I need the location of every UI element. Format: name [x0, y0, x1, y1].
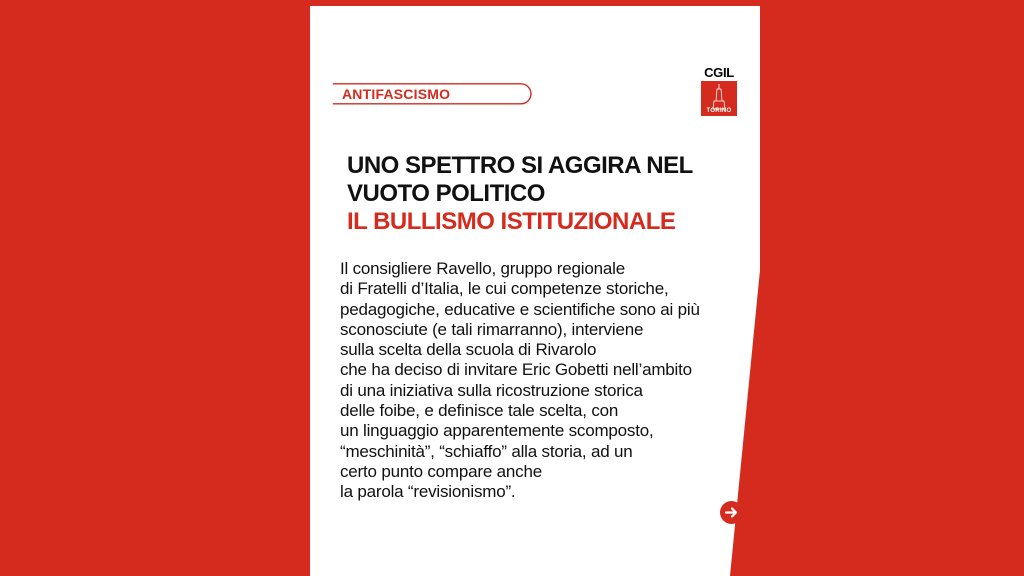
headline-line-1: UNO SPETTRO SI AGGIRA NEL	[347, 152, 693, 179]
body-line: “meschinità”, “schiaffo” alla storia, ad un	[340, 441, 633, 461]
logo-city-text: TORINO	[706, 108, 732, 114]
article-body	[340, 259, 730, 503]
body-line: sulla scelta della scuola di Rivarolo	[340, 340, 597, 360]
body-line: un linguaggio apparentemente scomposto,	[340, 421, 654, 441]
body-line: delle foibe, e definisce tale scelta, con	[340, 401, 619, 421]
headline-line-2: VUOTO POLITICO	[347, 180, 545, 207]
body-line: di Fratelli d’Italia, le cui competenze storiche,	[340, 279, 669, 299]
body-line: la parola “revisionismo”.	[340, 482, 516, 502]
headline-subtitle: IL BULLISMO ISTITUZIONALE	[347, 208, 676, 235]
section-tag	[332, 83, 533, 105]
body-line: di una iniziativa sulla ricostruzione storica	[340, 380, 643, 400]
body-line: pedagogiche, educative e scientifiche sono ai più	[340, 299, 700, 319]
body-line: certo punto compare anche	[340, 461, 542, 481]
arrow-right-icon	[720, 501, 743, 524]
logo-top-text: CGIL	[704, 65, 734, 80]
headline	[347, 152, 727, 236]
body-line: che ha deciso di invitare Eric Gobetti nell’ambito	[340, 360, 692, 380]
body-line: Il consigliere Ravello, gruppo regionale	[340, 259, 625, 278]
section-tag-label: ANTIFASCISMO	[342, 86, 451, 102]
cgil-logo	[701, 66, 737, 116]
body-line: sconosciute (e tali rimarranno), interviene	[340, 319, 644, 339]
logo-red-box	[701, 81, 737, 116]
next-slide-button[interactable]	[720, 501, 743, 524]
